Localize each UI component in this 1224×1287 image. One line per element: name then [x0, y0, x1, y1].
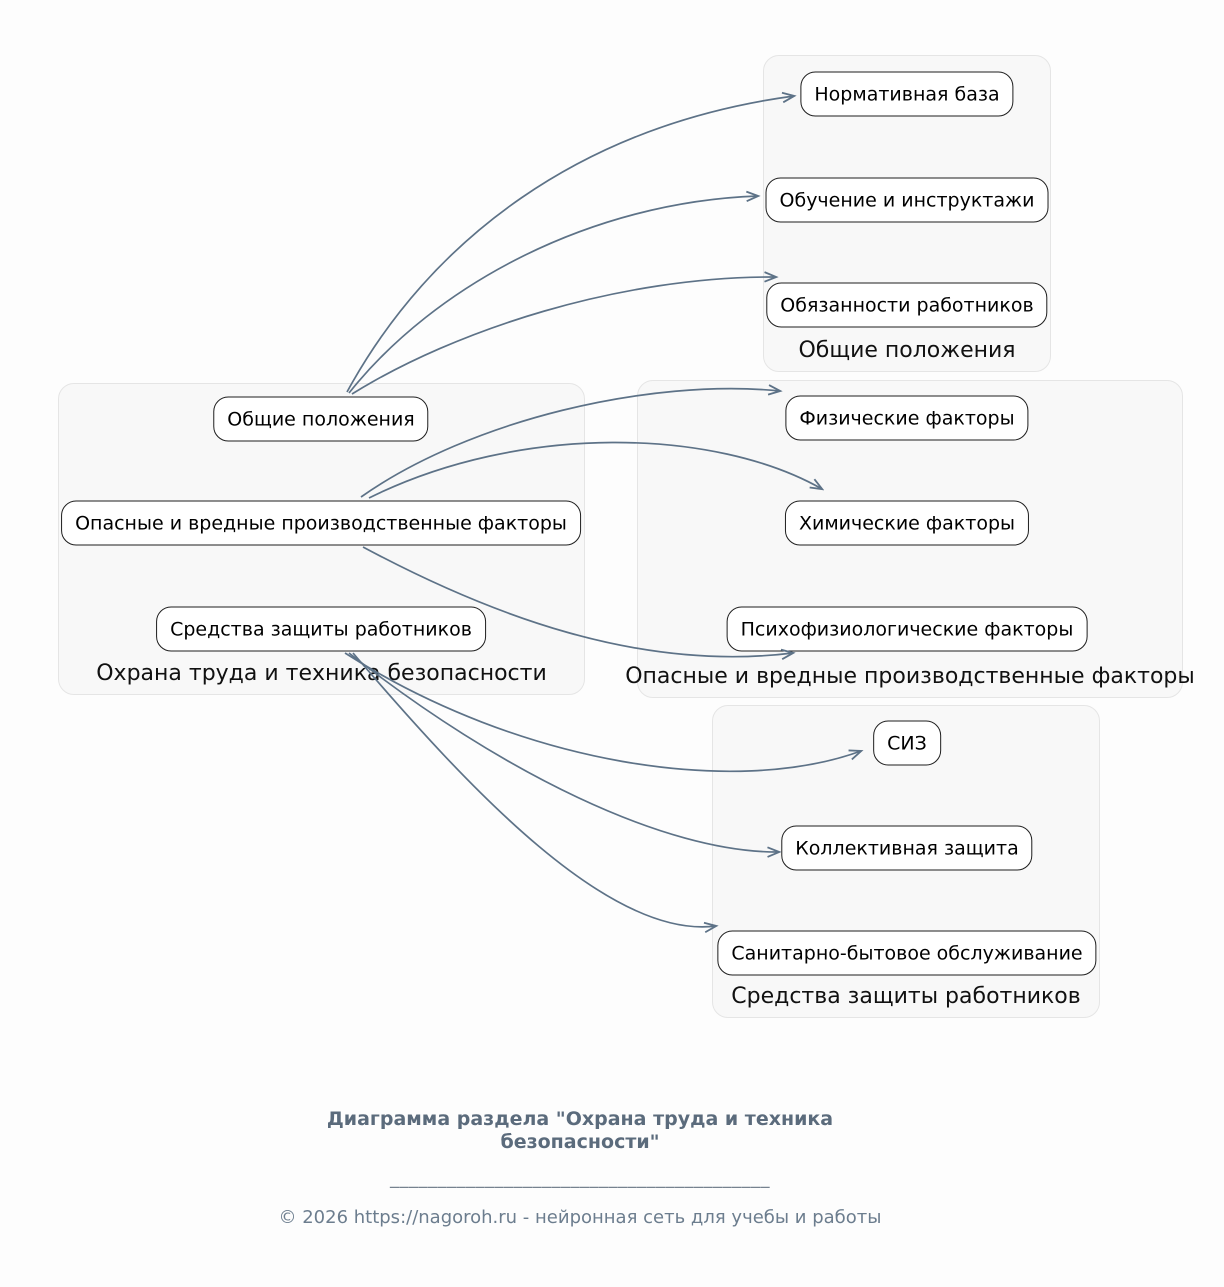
group-protection-means	[712, 705, 1100, 1018]
group-hazardous-factors	[625, 380, 1195, 698]
group-label-protection-means: Средства защиты работников	[731, 984, 1081, 1009]
footer-title-line2: безопасности"	[500, 1131, 660, 1153]
node-hazardous-factors: Опасные и вредные производственные факторы	[61, 501, 581, 546]
node-physical-factors: Физические факторы	[785, 396, 1028, 441]
node-sanitary-services: Санитарно-бытовое обслуживание	[717, 931, 1096, 976]
node-worker-duties: Обязанности работников	[766, 283, 1047, 328]
group-label-general-provisions: Общие положения	[798, 338, 1016, 363]
footer-title	[0, 1108, 1160, 1154]
edge-general-provisions-to-worker-duties	[352, 277, 776, 394]
edge-general-provisions-to-training-briefings	[349, 196, 758, 393]
node-protection-means: Средства защиты работников	[156, 607, 486, 652]
footer-divider: ________________________________________	[390, 1168, 770, 1189]
node-normative-base: Нормативная база	[800, 72, 1013, 117]
footer	[0, 1108, 1160, 1228]
group-label-hazardous-factors: Опасные и вредные производственные факторы	[625, 664, 1195, 689]
node-chemical-factors: Химические факторы	[785, 501, 1029, 546]
edge-general-provisions-to-normative-base	[347, 96, 794, 392]
node-general-provisions: Общие положения	[213, 397, 428, 442]
group-general-provisions	[763, 55, 1051, 372]
group-label-safety-overview: Охрана труда и техника безопасности	[96, 661, 547, 686]
node-training-briefings: Обучение и инструктажи	[766, 178, 1049, 223]
node-collective-protection: Коллективная защита	[781, 826, 1032, 871]
node-psychophysiological-factors: Психофизиологические факторы	[727, 607, 1088, 652]
node-ppe: СИЗ	[873, 721, 941, 766]
footer-title-line1: Диаграмма раздела "Охрана труда и техника	[326, 1108, 834, 1130]
group-safety-overview	[58, 383, 585, 695]
footer-copyright: © 2026 https://nagoroh.ru - нейронная сеть для учебы и работы	[278, 1207, 882, 1228]
